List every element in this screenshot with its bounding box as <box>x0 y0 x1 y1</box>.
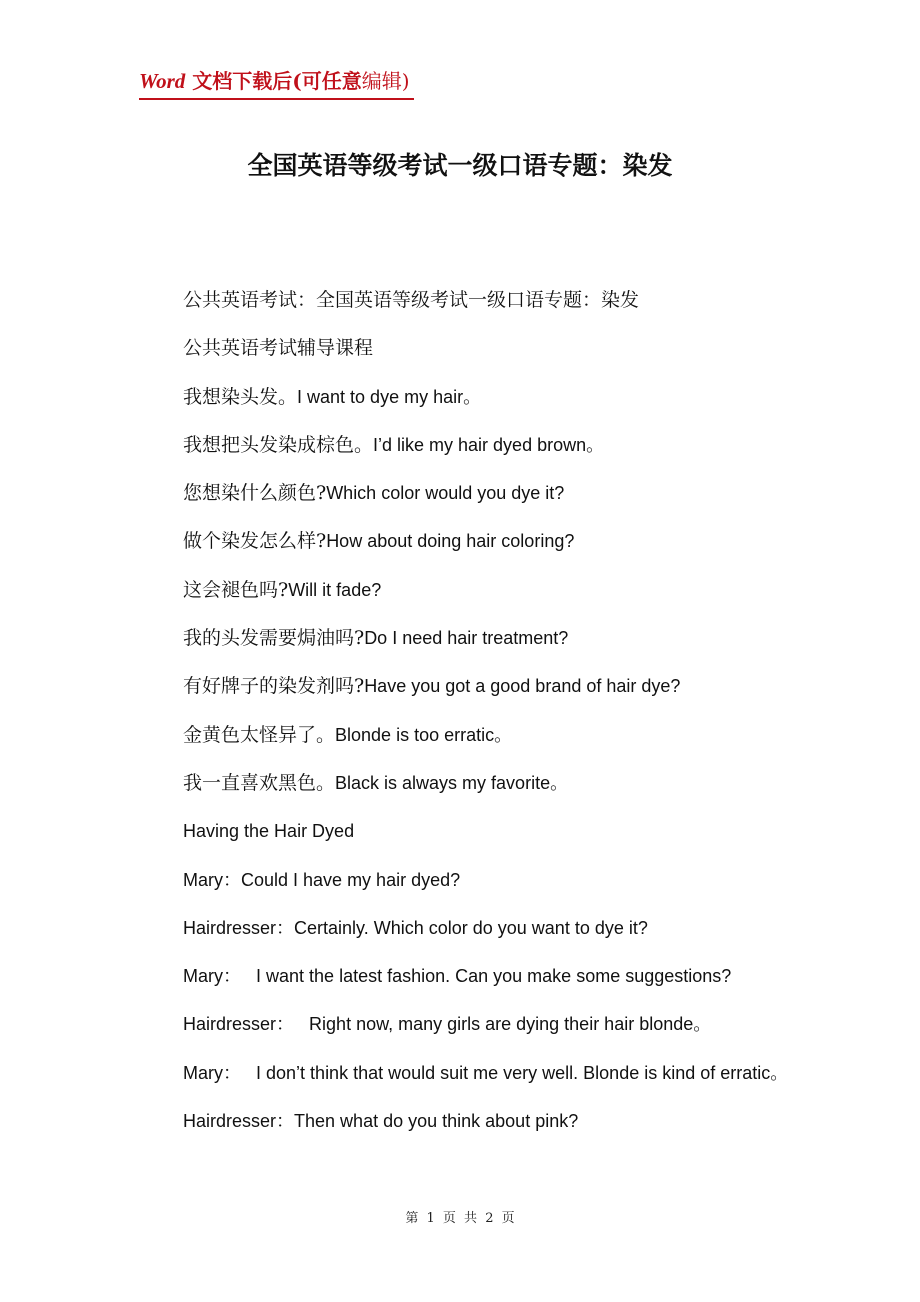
banner-tail: 编辑) <box>361 69 410 93</box>
phrase-line <box>139 373 789 421</box>
phrase-english: Blonde is too erratic。 <box>335 724 513 745</box>
dialogue-line <box>139 1000 789 1048</box>
phrase-english: I’d like my hair dyed brown。 <box>373 434 605 455</box>
dialogue-line <box>139 856 789 904</box>
phrase-english: How about doing hair coloring? <box>326 531 575 552</box>
phrase-line <box>139 759 789 807</box>
speech-text: I want the latest fashion. Can you make some suggestions? <box>256 966 732 987</box>
phrase-chinese: 您想染什么颜色? <box>183 482 327 505</box>
phrase-line <box>139 469 789 517</box>
phrase-english: Black is always my favorite。 <box>335 772 569 793</box>
dialogue <box>139 856 789 1146</box>
phrase-chinese: 做个染发怎么样? <box>183 530 327 553</box>
speech-text: Then what do you think about pink? <box>294 1111 579 1132</box>
phrase-english: Having the Hair Dyed <box>183 821 355 842</box>
download-banner <box>139 66 414 100</box>
speech-text: Certainly. Which color do you want to dye it? <box>294 917 648 938</box>
speech-text: Could I have my hair dyed? <box>241 869 461 890</box>
phrase-chinese: 我想染头发。 <box>183 385 298 408</box>
speech-text: Right now, many girls are dying their hair blonde。 <box>309 1014 712 1035</box>
phrase-chinese: 公共英语考试辅导课程 <box>183 337 374 360</box>
speaker-gap <box>294 1014 309 1034</box>
phrase-chinese: 有好牌子的染发剂吗? <box>183 675 365 698</box>
document-body <box>139 276 789 1145</box>
speaker-name: Mary： <box>183 869 241 890</box>
phrase-line <box>139 662 789 710</box>
phrase-chinese: 我想把头发染成棕色。 <box>183 433 374 456</box>
dialogue-line <box>139 1097 789 1145</box>
phrase-chinese: 我一直喜欢黑色。 <box>183 771 336 794</box>
speaker-name: Mary： <box>183 966 241 987</box>
banner-lead: 文档下 <box>185 69 253 93</box>
phrase-line <box>139 614 789 662</box>
phrase-chinese: 这会褪色吗? <box>183 578 289 601</box>
phrase-line <box>139 276 789 324</box>
phrase-line <box>139 517 789 565</box>
banner-mid: 载后(可任意 <box>252 69 362 93</box>
phrase-chinese: 金黄色太怪异了。 <box>183 723 336 746</box>
speaker-name: Mary： <box>183 1062 241 1083</box>
phrase-line <box>139 324 789 372</box>
page-footer: 第 1 页 共 2 页 <box>405 1211 515 1226</box>
speaker-name: Hairdresser： <box>183 1014 295 1035</box>
dialogue-line <box>139 1049 789 1097</box>
phrase-english: Do I need hair treatment? <box>364 628 569 649</box>
speech-text: I don’t think that would suit me very well. Blonde is kind of erratic。 <box>256 1062 789 1083</box>
phrase-line <box>139 711 789 759</box>
speaker-name: Hairdresser： <box>183 917 295 938</box>
phrase-line <box>139 566 789 614</box>
phrase-english: Have you got a good brand of hair dye? <box>364 676 681 697</box>
dialogue-line <box>139 952 789 1000</box>
phrase-line <box>139 421 789 469</box>
phrase-english: I want to dye my hair。 <box>297 386 482 407</box>
phrase-chinese: 公共英语考试：全国英语等级考试一级口语专题：染发 <box>183 289 640 311</box>
speaker-gap <box>241 1063 256 1083</box>
speaker-name: Hairdresser： <box>183 1111 295 1132</box>
speaker-gap <box>241 966 256 986</box>
document-title: 全国英语等级考试一级口语专题：染发 <box>247 151 673 180</box>
phrase-chinese: 我的头发需要焗油吗? <box>183 627 365 650</box>
phrase-list <box>139 276 789 856</box>
banner-word: Word <box>139 69 186 93</box>
dialogue-line <box>139 904 789 952</box>
phrase-line <box>139 807 789 855</box>
phrase-english: Will it fade? <box>288 579 382 600</box>
phrase-english: Which color would you dye it? <box>326 483 565 504</box>
